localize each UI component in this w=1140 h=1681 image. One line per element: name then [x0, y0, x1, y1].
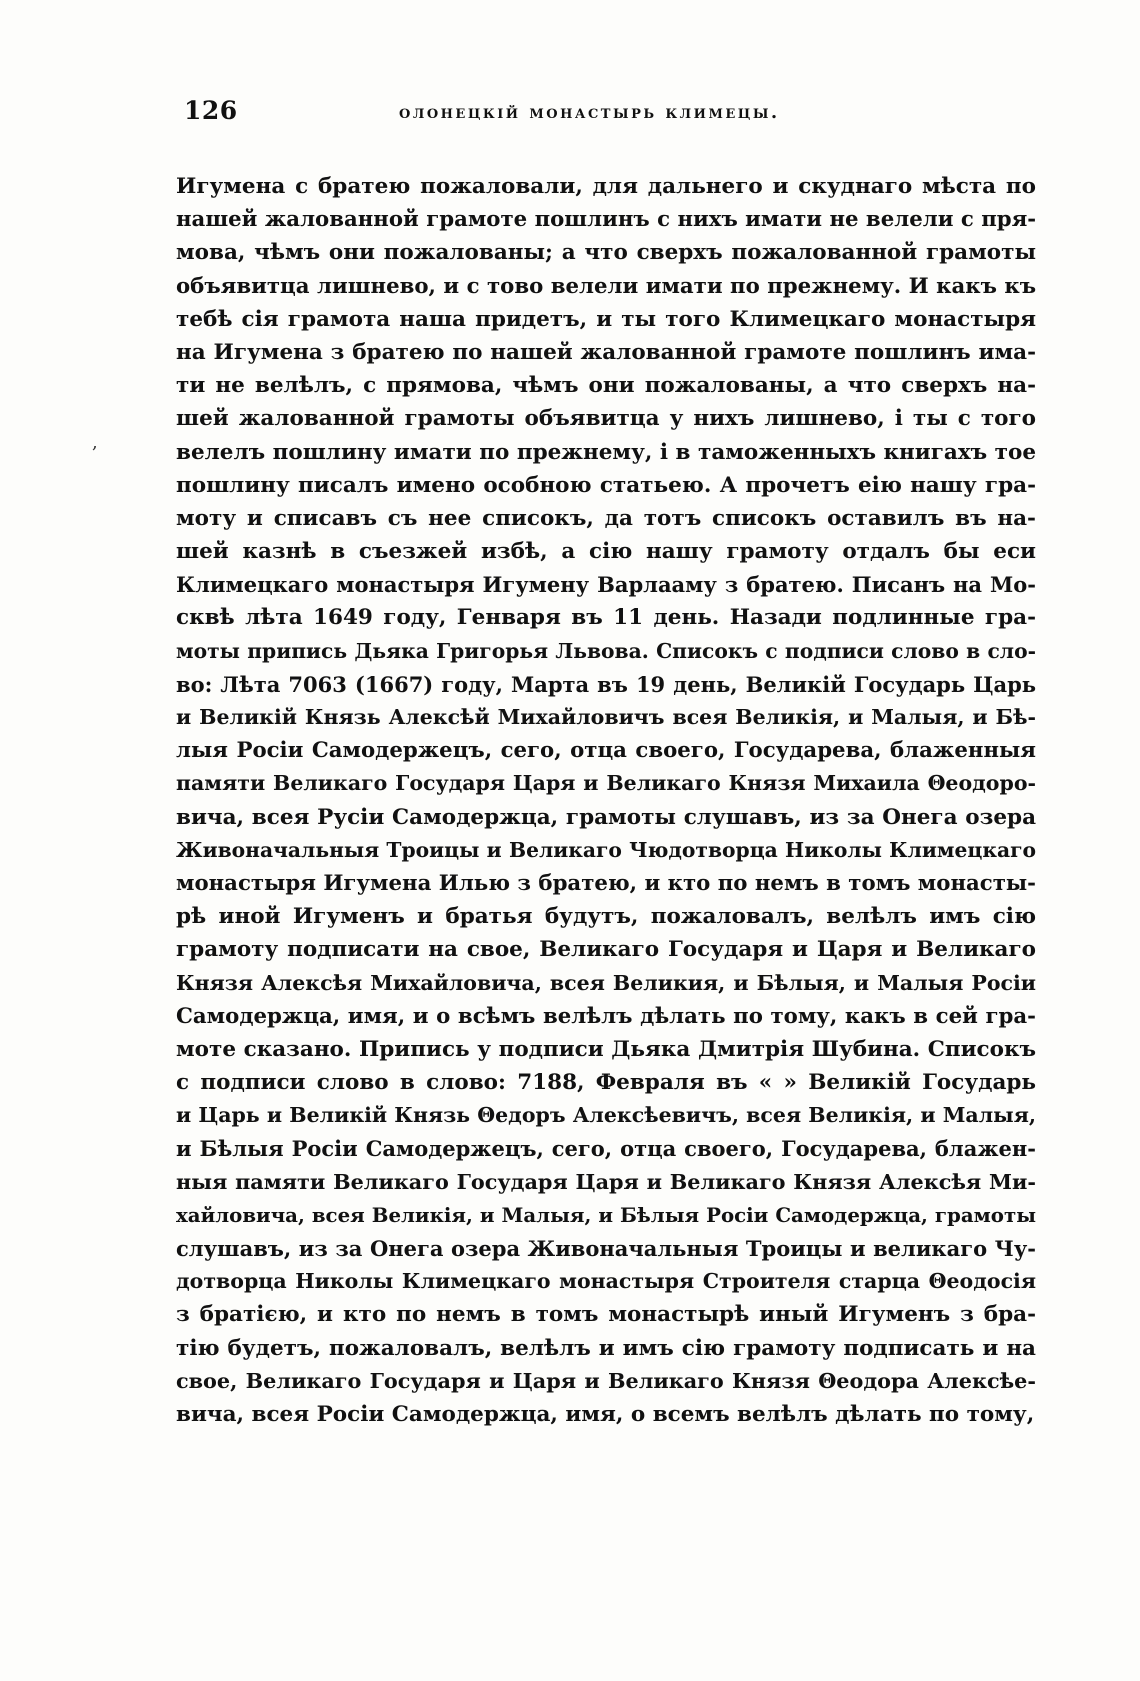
text-line: тію будетъ, пожаловалъ, велѣлъ и имъ сію грамоту подписать и на [176, 1335, 1036, 1361]
text-line: рѣ иной Игуменъ и братья будутъ, пожаловалъ, велѣлъ имъ сію [176, 904, 1036, 930]
text-line: монастыря Игумена Илью з братею, и кто по немъ в томъ монасты- [176, 870, 1036, 896]
text-line: Князя Алексѣя Михайловича, всея Великия, и Бѣлыя, и Малыя Росіи [176, 970, 1036, 995]
text-line: во: Лѣта 7063 (1667) году, Марта въ 19 день, Великій Государь Царь [176, 671, 1036, 697]
text-line: объявитца лишнево, и с тово велели имати по прежнему. И какъ къ [176, 273, 1036, 299]
text-line: мова, чѣмъ они пожалованы; а что сверхъ пожалованной грамоты [176, 240, 1036, 266]
text-line: хайловича, всея Великія, и Малыя, и Бѣлыя Росіи Самодержца, грамоты [176, 1202, 1036, 1227]
text-line: моте сказано. Припись у подписи Дьяка Дмитрія Шубина. Списокъ [176, 1036, 1036, 1062]
text-line: шей казнѣ в съезжей избѣ, а сію нашу грамоту отдалъ бы еси [176, 539, 1036, 565]
body-text [176, 170, 1036, 1431]
page-number: 126 [184, 96, 238, 125]
text-line: шей жалованной грамоты объявитца у нихъ лишнево, і ты с того [176, 406, 1036, 432]
text-line: пошлину писалъ имено особною статьею. А прочетъ еію нашу гра- [176, 472, 1036, 498]
text-line: тебѣ сія грамота наша придетъ, и ты того Климецкаго монастыря [176, 306, 1036, 332]
text-line: ныя памяти Великаго Государя Царя и Великаго Князя Алексѣя Ми- [176, 1169, 1036, 1194]
text-line: памяти Великаго Государя Царя и Великаго Князя Михаила Θеодоро- [176, 771, 1036, 796]
text-line: на Игумена з братею по нашей жалованной грамоте пошлинъ има- [176, 339, 1036, 365]
text-line: вича, всея Росіи Самодержца, имя, о всемъ велѣлъ дѣлать по тому, [176, 1401, 1035, 1427]
text-line: с подписи слово в слово: 7188, Февраля въ « » Великій Государь [176, 1070, 1036, 1096]
text-line: грамоту подписати на свое, Великаго Государя и Царя и Великаго [176, 937, 1036, 963]
text-line: моты припись Дьяка Григорья Львова. Списокъ с подписи слово в сло- [176, 638, 1036, 663]
margin-mark: , [92, 432, 98, 453]
text-line: моту и списавъ съ нее списокъ, да тотъ списокъ оставилъ въ на- [176, 505, 1036, 531]
text-line: велелъ пошлину имати по прежнему, і в таможенныхъ книгахъ тое [176, 439, 1036, 465]
text-line: лыя Росіи Самодержецъ, сего, отца своего, Государева, блаженныя [176, 738, 1036, 764]
text-line: з братією, и кто по немъ в томъ монастырѣ иный Игуменъ з бра- [176, 1302, 1036, 1328]
text-line: нашей жалованной грамоте пошлинъ с нихъ имати не велели с пря- [176, 207, 1036, 233]
text-line: и Великій Князь Алексѣй Михайловичъ всея Великія, и Малыя, и Бѣ- [176, 705, 1036, 729]
text-line: Игумена с братею пожаловали, для дальнего и скуднаго мѣста по [176, 174, 1036, 199]
running-title: олонецкій монастырь климецы. [399, 102, 780, 123]
text-line: и Бѣлыя Росіи Самодержецъ, сего, отца своего, Государева, блажен- [176, 1136, 1036, 1162]
text-line: Климецкаго монастыря Игумену Варлааму з братею. Писанъ на Мо- [176, 572, 1036, 598]
running-head [184, 96, 1024, 136]
text-line: и Царь и Великій Князь Θедоръ Алексѣевичъ, всея Великія, и Малыя, [176, 1103, 1036, 1128]
text-line: дотворца Николы Климецкаго монастыря Строителя старца Θеодосія [176, 1269, 1036, 1294]
text-line: слушавъ, из за Онега озера Живоначальныя Троицы и великаго Чу- [176, 1236, 1036, 1261]
text-line: свое, Великаго Государя и Царя и Великаго Князя Θеодора Алексѣе- [176, 1368, 1036, 1393]
text-line: Самодержца, имя, и о всѣмъ велѣлъ дѣлать по тому, какъ в сей гра- [176, 1003, 1036, 1029]
text-line: Живоначальныя Троицы и Великаго Чюдотворца Николы Климецкаго [176, 837, 1036, 862]
text-line: ти не велѣлъ, с прямова, чѣмъ они пожалованы, а что сверхъ на- [176, 373, 1036, 399]
text-line: вича, всея Русіи Самодержца, грамоты слушавъ, из за Онега озера [176, 804, 1036, 830]
text-line: сквѣ лѣта 1649 году, Генваря въ 11 день. Назади подлинные гра- [176, 605, 1036, 631]
